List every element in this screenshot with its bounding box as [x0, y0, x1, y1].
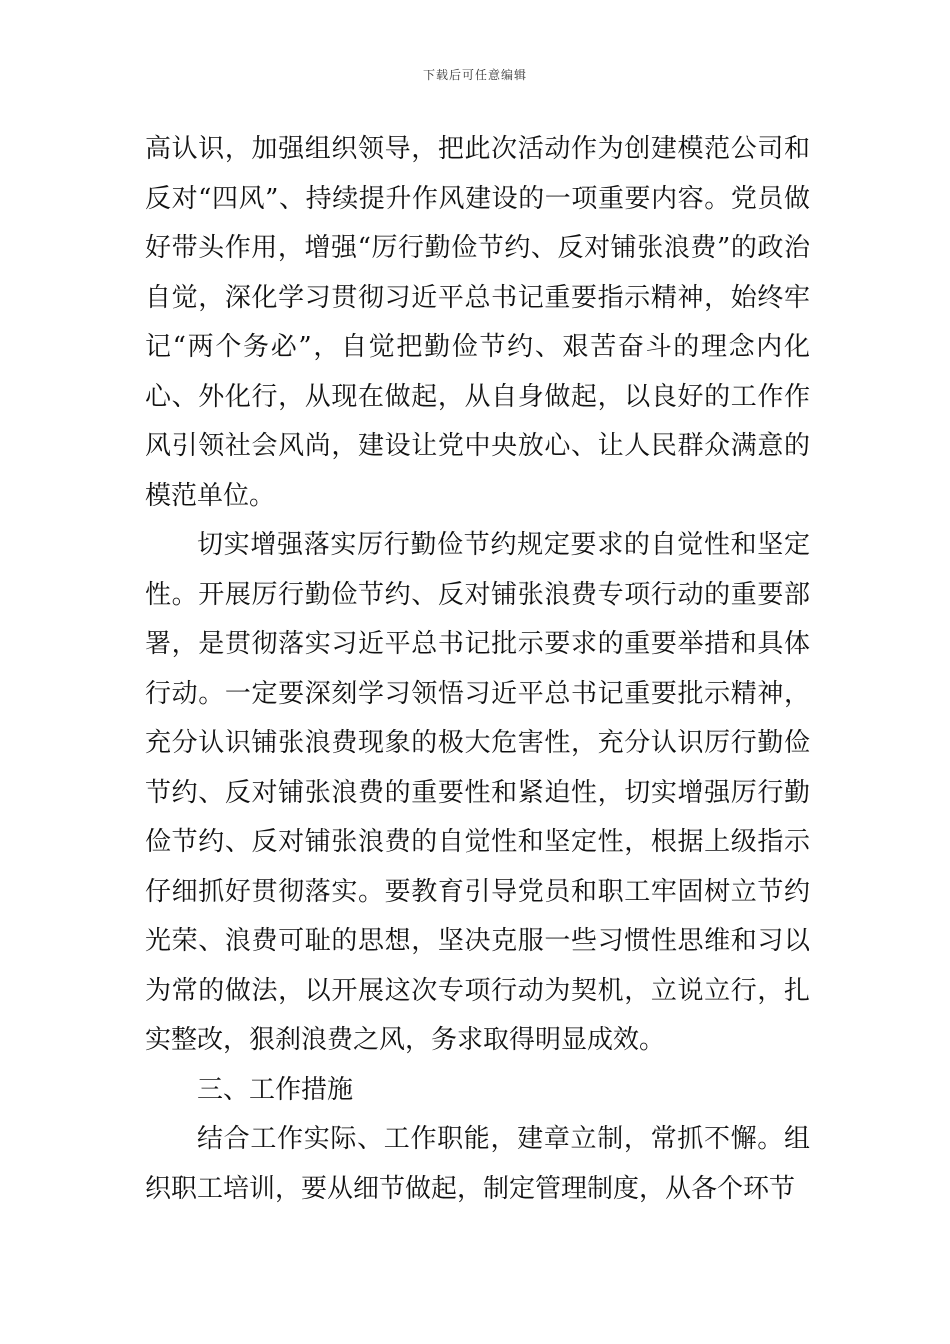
document-body [145, 125, 810, 1214]
body-paragraph-3: 结合工作实际、工作职能，建章立制，常抓不懈。组织职工培训，要从细节做起，制定管理制度，从各个环节 [145, 1124, 810, 1204]
section-heading: 三、工作措施 [197, 1074, 354, 1105]
body-paragraph-2: 切实增强落实厉行勤俭节约规定要求的自觉性和坚定性。开展厉行勤俭节约、反对铺张浪费专项行动的重要部署，是贯彻落实习近平总书记批示要求的重要举措和具体行动。一定要深刻学习领悟习近平总书记重要批示精神，充分认识铺张浪费现象的极大危害性，充分认识厉行勤俭节约、反对铺张浪费的重要性和紧迫性，切实增强厉行勤俭节约、反对铺张浪费的自觉性和坚定性，根据上级指示仔细抓好贯彻落实。要教育引导党员和职工牢固树立节约光荣、浪费可耻的思想，坚决克服一些习惯性思维和习以为常的做法，以开展这次专项行动为契机，立说立行，扎实整改，狠刹浪费之风，务求取得明显成效。 [145, 530, 810, 1055]
body-paragraph-1: 高认识，加强组织领导，把此次活动作为创建模范公司和反对“四风”、持续提升作风建设的一项重要内容。党员做好带头作用，增强“厉行勤俭节约、反对铺张浪费”的政治自觉，深化学习贯彻习近平总书记重要指示精神，始终牢记“两个务必”，自觉把勤俭节约、艰苦奋斗的理念内化心、外化行，从现在做起，从自身做起，以良好的工作作风引领社会风尚，建设让党中央放心、让人民群众满意的模范单位。 [145, 134, 810, 511]
page-header-note: 下载后可任意编辑 [422, 68, 527, 82]
